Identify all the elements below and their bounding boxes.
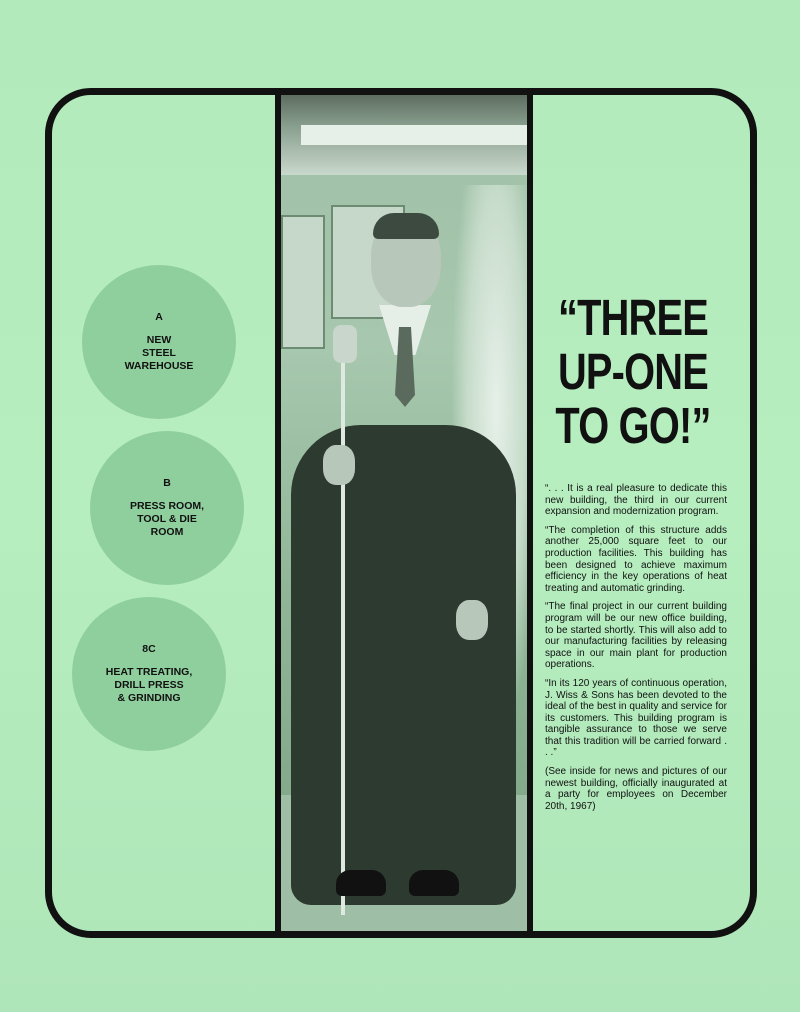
circle-letter: B	[163, 477, 171, 489]
circle-label-line: PRESS ROOM,	[129, 500, 205, 512]
headline-line: UP-ONE	[557, 343, 709, 400]
headline-line: TO GO!”	[555, 397, 711, 454]
photo-man-at-microphone	[275, 95, 533, 931]
rounded-frame	[45, 88, 757, 938]
photo-man-body	[291, 425, 516, 905]
circle-label-line: STEEL	[142, 347, 176, 359]
circle-label-line: DRILL PRESS	[114, 679, 184, 691]
circle-label-line: WAREHOUSE	[124, 360, 194, 372]
circle-letter: A	[155, 311, 163, 323]
headline	[555, 291, 711, 453]
paragraph: (See inside for news and pictures of our newest building, officially inaugurated at a party for employees on December 20th, 1967)	[545, 766, 727, 812]
right-column	[533, 95, 750, 931]
photo-mic-stand	[341, 345, 345, 915]
circle-c	[72, 597, 226, 751]
circle-label-line: TOOL & DIE	[137, 513, 197, 525]
circle-a	[82, 265, 236, 419]
paragraph: “The completion of this structure adds another 25,000 square feet to our production facilities. This building has been designed to achieve maximum efficiency in the key operations of heat treating and automatic grinding.	[545, 524, 727, 594]
circle-b	[90, 431, 244, 585]
headline-line: “THREE	[557, 289, 709, 346]
photo-hand	[323, 445, 355, 485]
photo-man-hair	[373, 213, 439, 239]
photo-man-leg	[341, 695, 389, 885]
circle-label-line: HEAT TREATING,	[105, 666, 193, 678]
photo-shoe	[409, 870, 459, 896]
photo-beam	[301, 125, 531, 145]
body-text	[545, 483, 727, 819]
photo-window	[281, 215, 325, 349]
microphone-icon	[333, 325, 357, 363]
photo-man-leg	[411, 695, 459, 885]
paragraph: “In its 120 years of continuous operation, J. Wiss & Sons has been devoted to the ideal of the best in quality and service for its customers. This building program is tangible assurance to those we serve that this tradition will be carried forward . . .”	[545, 677, 727, 759]
photo-hand	[456, 600, 488, 640]
circle-label-line: NEW	[146, 334, 172, 346]
paragraph: “The final project in our current building program will be our new office building, to be started shortly. This will also add to our manufacturing facilities by releasing space in our main plant for production operations.	[545, 601, 727, 671]
circle-label-line: & GRINDING	[117, 692, 181, 704]
left-column	[52, 95, 275, 931]
circle-label-line: ROOM	[150, 526, 184, 538]
paragraph: “. . . It is a real pleasure to dedicate this new building, the third in our current expansion and modernization program.	[545, 483, 727, 518]
photo-shoe	[336, 870, 386, 896]
circle-letter: 8C	[142, 643, 156, 655]
